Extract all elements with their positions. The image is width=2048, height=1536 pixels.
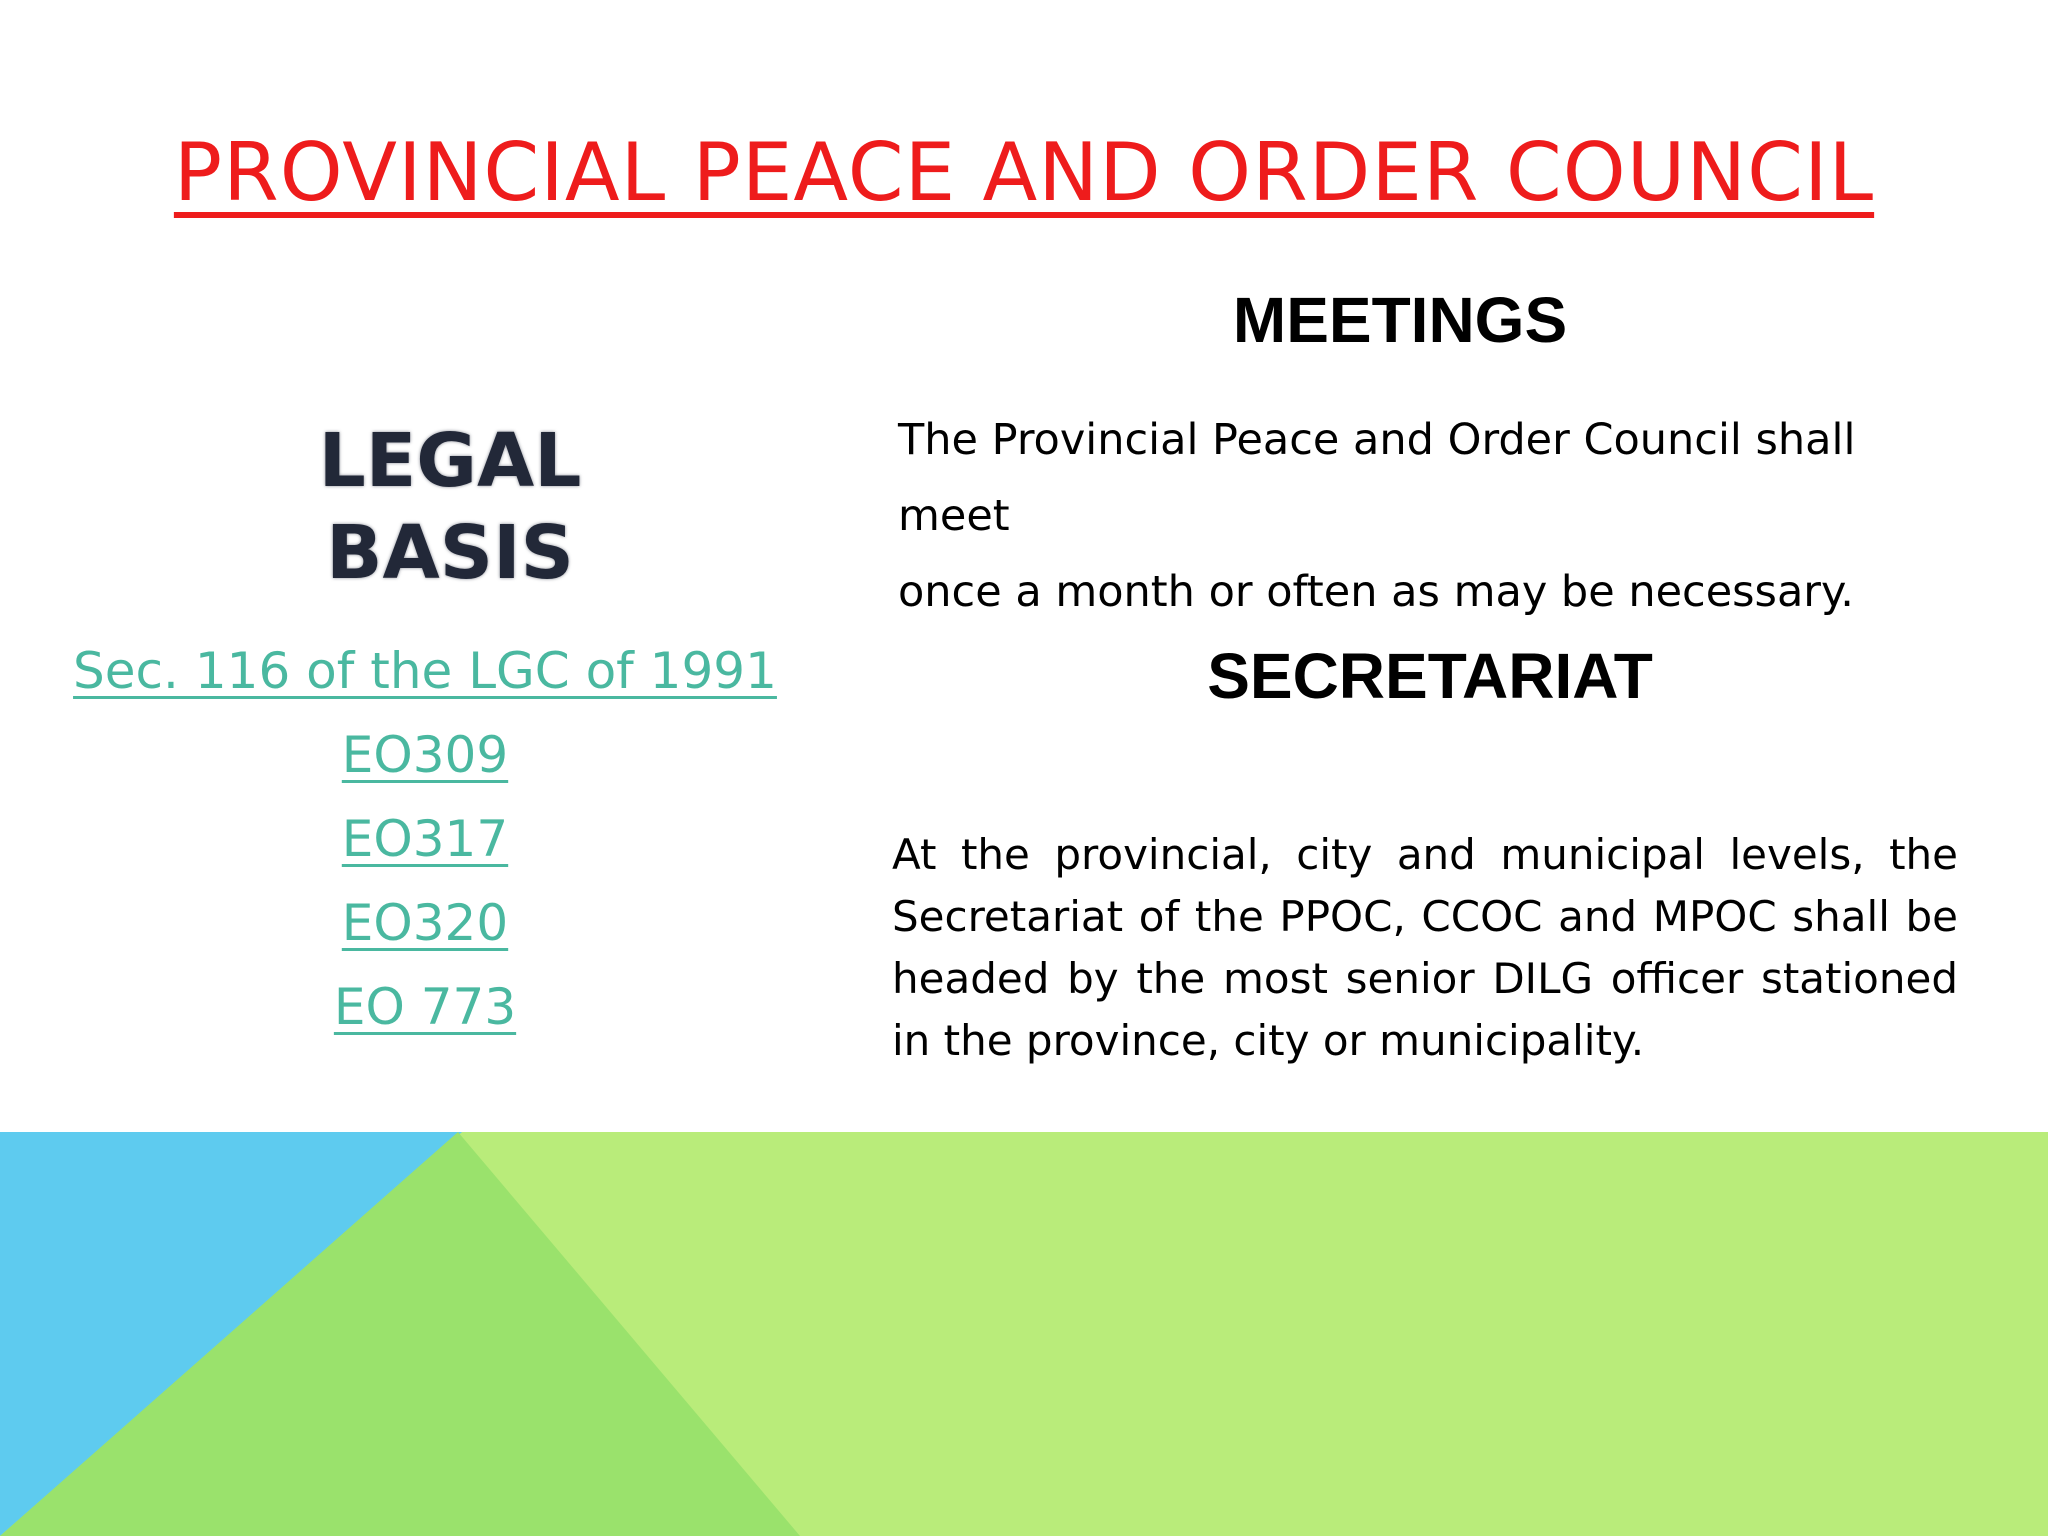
link-eo-773[interactable]: EO 773 [333,978,517,1036]
legal-basis-list-item [40,717,810,801]
link-eo320[interactable]: EO320 [341,894,509,952]
secretariat-text: At the provincial, city and municipal levels, the Secretariat of the PPOC, CCOC and MPOC shall be headed by the most senior DILG officer stationed in the province, city or municipality. [892,830,1958,1065]
legal-basis-link-list [40,633,810,1053]
meetings-heading: MEETINGS [1232,284,1568,356]
footer-decoration [0,1132,2048,1536]
legal-basis-list-item [40,633,810,717]
legal-basis-heading [300,415,600,599]
legal-basis-list-item [40,885,810,969]
slide-title [0,118,2048,228]
meetings-text-line2: once a month or often as may be necessary. [898,567,1854,617]
link-eo317[interactable]: EO317 [341,810,509,868]
secretariat-heading: SECRETARIAT [1207,640,1653,712]
meetings-text [898,402,1978,630]
meetings-text-line1: The Provincial Peace and Order Council shall meet [898,415,1856,541]
slide-title-text: PROVINCIAL PEACE AND ORDER COUNCIL [173,126,1875,219]
link-sec-116-lgc-1991[interactable]: Sec. 116 of the LGC of 1991 [73,642,777,700]
legal-basis-list-item [40,801,810,885]
link-eo309[interactable]: EO309 [341,726,509,784]
legal-basis-heading-line2: BASIS [326,510,574,596]
legal-basis-list-item [40,969,810,1053]
legal-basis-heading-line1: LEGAL [318,418,582,504]
